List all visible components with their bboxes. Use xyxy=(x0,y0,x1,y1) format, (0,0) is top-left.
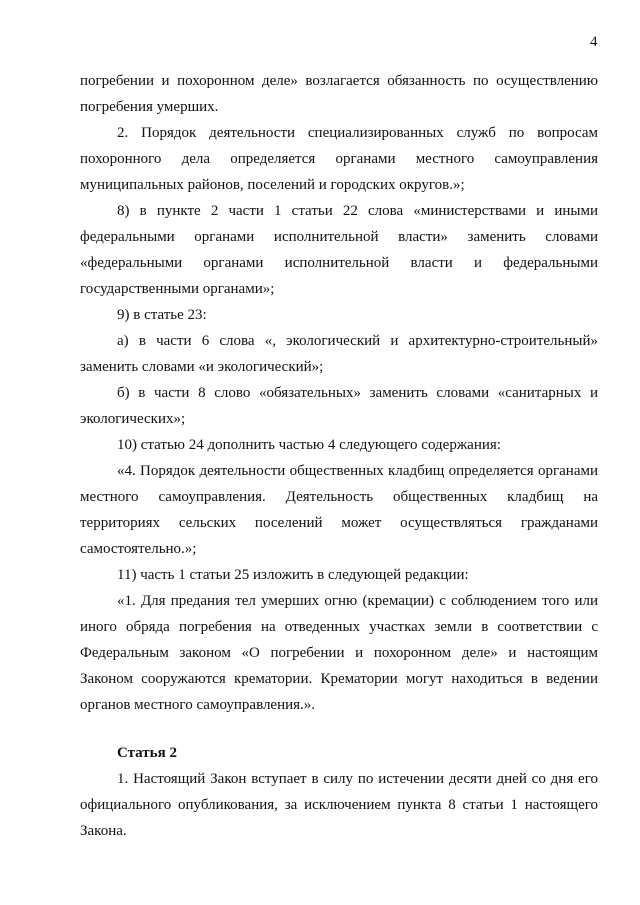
text-line: территориях сельских поселений может осуществляться гражданами xyxy=(80,515,598,531)
text-line: Законом сооружаются крематории. Крематории могут находиться в ведении xyxy=(80,671,598,687)
text-line: заменить словами «и экологический»; xyxy=(80,359,324,375)
text-line: органов местного самоуправления.». xyxy=(80,697,316,713)
text-line: «4. Порядок деятельности общественных кладбищ определяется органами xyxy=(117,463,598,479)
text-line: похоронного дела определяется органами местного самоуправления xyxy=(80,151,598,167)
text-line: 1. Настоящий Закон вступает в силу по истечении десяти дней со дня его xyxy=(117,771,598,787)
text-line: официального опубликования, за исключением пункта 8 статьи 1 настоящего xyxy=(80,797,598,813)
text-line: 10) статью 24 дополнить частью 4 следующего содержания: xyxy=(117,437,501,453)
text-line: б) в части 8 слово «обязательных» заменить словами «санитарных и xyxy=(117,385,598,401)
text-line: Федеральным законом «О погребении и похоронном деле» и настоящим xyxy=(80,645,598,661)
text-line: федеральными органами исполнительной власти» заменить словами xyxy=(80,229,598,245)
text-line: «федеральными органами исполнительной власти и федеральными xyxy=(80,255,598,271)
text-line: погребении и похоронном деле» возлагается обязанность по осуществлению xyxy=(80,73,598,89)
article-heading: Статья 2 xyxy=(117,745,177,761)
text-line: погребения умерших. xyxy=(80,99,219,115)
text-line: самостоятельно.»; xyxy=(80,541,197,557)
text-line: 8) в пункте 2 части 1 статьи 22 слова «министерствами и иными xyxy=(117,203,598,219)
page-number: 4 xyxy=(590,34,598,50)
text-line: экологических»; xyxy=(80,411,186,427)
text-line: 9) в статье 23: xyxy=(117,307,207,323)
text-line: иного обряда погребения на отведенных участках земли в соответствии с xyxy=(80,619,598,635)
text-line: а) в части 6 слова «, экологический и архитектурно-строительный» xyxy=(117,333,598,349)
text-line: 2. Порядок деятельности специализированных служб по вопросам xyxy=(117,125,598,141)
text-line: Закона. xyxy=(80,823,127,839)
text-line: «1. Для предания тел умерших огню (кремации) с соблюдением того или xyxy=(117,593,598,609)
text-line: 11) часть 1 статьи 25 изложить в следующей редакции: xyxy=(117,567,469,583)
text-line: муниципальных районов, поселений и городских округов.»; xyxy=(80,177,465,193)
text-line: местного самоуправления. Деятельность общественных кладбищ на xyxy=(80,489,598,505)
text-line: государственными органами»; xyxy=(80,281,275,297)
